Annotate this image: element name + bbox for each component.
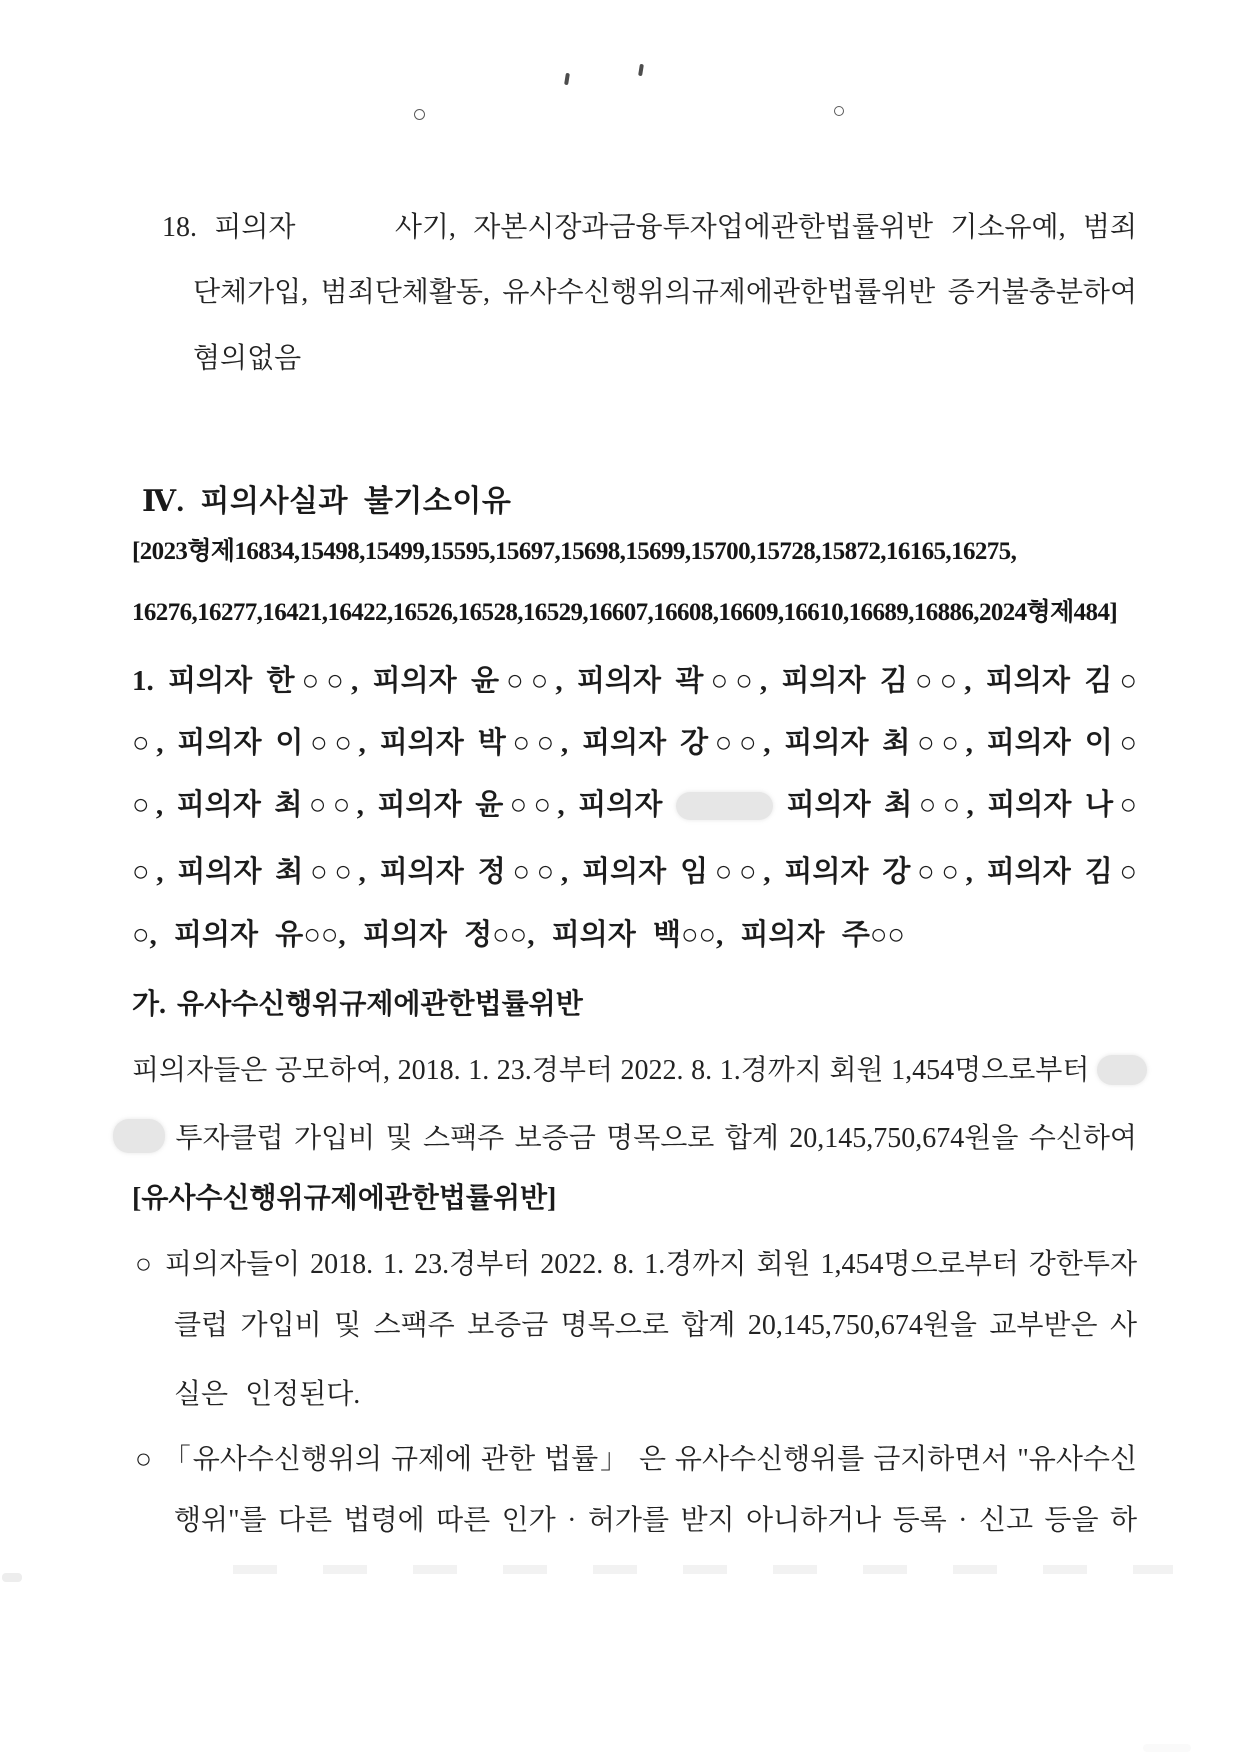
redaction-pill: [676, 792, 773, 820]
doc-line: 16276,16277,16421,16422,16526,16528,16529,16607,16608,16609,16610,16689,16886,2024형제484]: [132, 599, 1118, 626]
doc-line: Ⅳ. 피의사실과 불기소이유: [142, 485, 512, 518]
doc-line: 투자클럽 가입비 및 스팩주 보증금 명목으로 합계 20,145,750,674원을 수신하여: [113, 1119, 1137, 1156]
doc-line: 행위"를 다른 법령에 따른 인가 · 허가를 받지 아니하거나 등록 · 신고 등을 하: [174, 1505, 1137, 1536]
ghost-text-line: [233, 1565, 1173, 1574]
scan-ring-mark: [414, 109, 425, 120]
doc-line: 18. 피의자 사기, 자본시장과금융투자업에관한법률위반 기소유예, 범죄: [162, 212, 1137, 243]
doc-line: 가. 유사수신행위규제에관한법률위반: [132, 989, 583, 1020]
redacted-blank-gap: [295, 235, 377, 236]
doc-line: 클럽 가입비 및 스팩주 보증금 명목으로 합계 20,145,750,674원을 교부받은 사: [174, 1310, 1137, 1341]
redaction-pill: [1097, 1055, 1147, 1085]
doc-line: 혐의없음: [193, 343, 302, 374]
doc-line: 1. 피의자 한○○, 피의자 윤○○, 피의자 곽○○, 피의자 김○○, 피의자 김○: [132, 665, 1137, 697]
doc-line: ○, 피의자 최○○, 피의자 정○○, 피의자 임○○, 피의자 강○○, 피의자 김○: [132, 856, 1137, 888]
scan-tick-mark: [564, 73, 570, 85]
doc-line: ○, 피의자 유○○, 피의자 정○○, 피의자 백○○, 피의자 주○○: [132, 919, 905, 951]
doc-line: ○, 피의자 이○○, 피의자 박○○, 피의자 강○○, 피의자 최○○, 피의자 이○: [132, 727, 1137, 759]
scan-smudge: [2, 1573, 22, 1582]
doc-line: ○ 「유사수신행위의 규제에 관한 법률」 은 유사수신행위를 금지하면서 "유사수신: [135, 1444, 1137, 1475]
scan-tick-mark: [638, 64, 644, 76]
doc-line: [2023형제16834,15498,15499,15595,15697,15698,15699,15700,15728,15872,16165,16275,: [132, 538, 1017, 565]
scan-ring-mark: [834, 106, 844, 116]
doc-line: 피의자들은 공모하여, 2018. 1. 23.경부터 2022. 8. 1.경까지 회원 1,454명으로부터: [132, 1053, 1147, 1088]
scan-smudge: [1143, 1744, 1191, 1752]
doc-line: 단체가입, 범죄단체활동, 유사수신행위의규제에관한법률위반 증거불충분하여: [193, 277, 1137, 308]
doc-line: [유사수신행위규제에관한법률위반]: [132, 1183, 557, 1214]
redaction-pill: [113, 1119, 165, 1153]
doc-line: ○ 피의자들이 2018. 1. 23.경부터 2022. 8. 1.경까지 회원 1,454명으로부터 강한투자: [135, 1249, 1137, 1280]
doc-line: 실은 인정된다.: [174, 1379, 361, 1410]
doc-line: ○, 피의자 최○○, 피의자 윤○○, 피의자 피의자 최○○, 피의자 나○: [132, 789, 1137, 821]
